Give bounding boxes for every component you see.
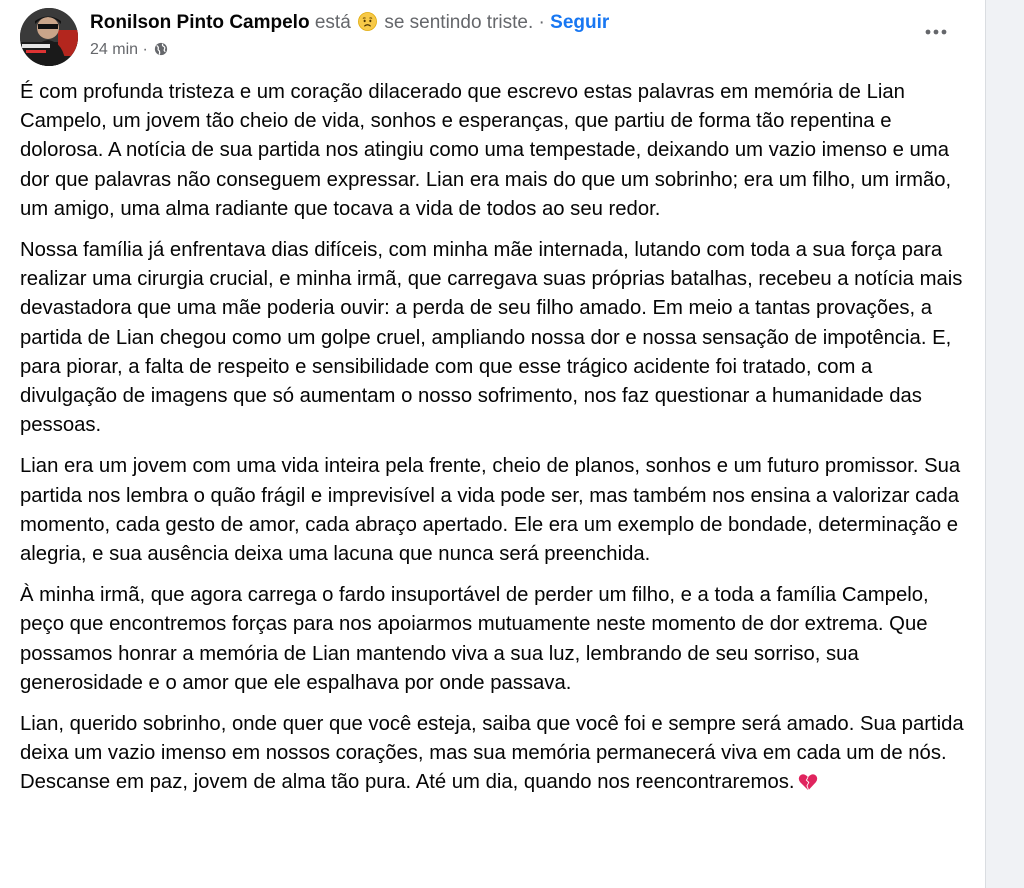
timestamp[interactable]: 24 min [90,41,139,58]
header-separator: · [538,12,545,33]
feeling-text: se sentindo triste. [384,12,534,33]
avatar[interactable] [20,8,78,66]
post-meta [90,40,168,60]
broken-heart-icon [798,772,818,792]
post-body [20,78,970,810]
post-paragraph: Nossa família já enfrentava dias difíceis, com minha mãe internada, lutando com toda a sua força para realizar uma cirurgia crucial, e minha irmã, que carregava suas próprias batalhas, recebeu a notícia mais devastadora que uma mãe poderia ouvir: a perda de seu filho amado. Em meio a tantas provações, a partida de Lian chegou como um golpe cruel, ampliando nossa dor e nossa sensação de impotência. E, para piorar, a falta de respeito e sensibilidade com que esse trágico acidente foi tratado, com a divulgação de imagens que só aumentam o nosso sofrimento, nos faz questionar a humanidade das pessoas. [20,239,963,437]
author-name[interactable]: Ronilson Pinto Campelo [90,12,310,33]
post-paragraph: É com profunda tristeza e um coração dilacerado que escrevo estas palavras em memória de Lian Campelo, um jovem tão cheio de vida, sonhos e esperanças, que partiu de forma tão repentina e dolorosa. A notícia de sua partida nos atingiu como uma tempestade, deixando um vazio imenso e uma dor que palavras não conseguem expressar. Lian era mais do que um sobrinho; era um filho, um irmão, um amigo, uma alma radiante que tocava a vida de todos ao seu redor. [20,81,952,220]
post-header [20,8,966,68]
meta-separator: · [142,41,148,58]
follow-button[interactable]: Seguir [550,12,610,33]
post-paragraph: Lian era um jovem com uma vida inteira pela frente, cheio de planos, sonhos e um futuro promissor. Sua partida nos lembra o quão frágil e imprevisível a vida pode ser, mas também nos ensina a valorizar cada momento, cada gesto de amor, cada abraço apertado. Ele era um exemplo de bondade, determinação e alegria, e sua ausência deixa uma lacuna que nunca será preenchida. [20,455,961,566]
post-paragraph: À minha irmã, que agora carrega o fardo insuportável de perder um filho, e a toda a família Campelo, peço que encontremos forças para nos apoiarmos mutuamente neste momento de dor extrema. Que possamos honrar a memória de Lian mantendo viva a sua luz, lembrando de seu sorriso, sua generosidade e o amor que ele espalhava por onde passava. [20,584,929,694]
header-title-line [90,11,609,35]
more-options-icon[interactable] [918,20,954,44]
globe-icon[interactable] [154,42,168,56]
post-paragraph-last [20,710,970,798]
feeling-prefix: está [314,12,351,33]
sad-face-emoji-icon [358,12,377,31]
post-paragraph-text: Lian, querido sobrinho, onde quer que você esteja, saiba que você foi e sempre será amado. Sua partida deixa um vazio imenso em nossos corações, mas sua memória permanecerá viva em cada um de nós. Descanse em paz, jovem de alma tão pura. Até um dia, quando nos reencontraremos. [20,713,964,794]
